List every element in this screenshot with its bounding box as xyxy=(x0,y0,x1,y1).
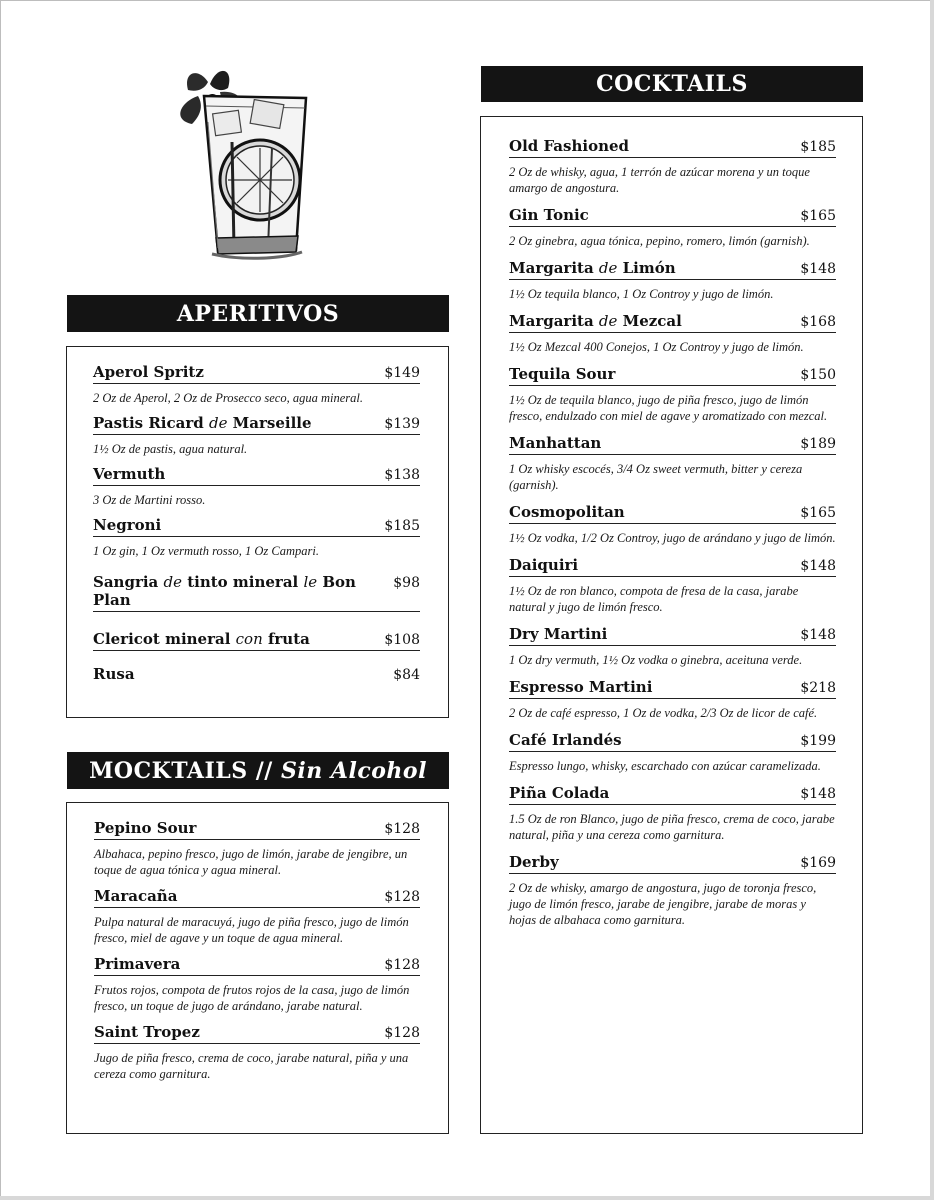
item-price: $128 xyxy=(384,821,420,837)
item-price: $128 xyxy=(384,889,420,905)
item-description: 2 Oz de café espresso, 1 Oz de vodka, 2/3 Oz de licor de café. xyxy=(509,706,818,720)
item-header xyxy=(509,556,836,577)
item-price: $148 xyxy=(800,558,836,574)
item-name: Negroni xyxy=(93,516,162,534)
item-header xyxy=(93,414,420,435)
item-header xyxy=(509,137,836,158)
item-name: Cosmopolitan xyxy=(509,503,625,521)
item-description: 2 Oz de whisky, agua, 1 terrón de azúcar morena y un toque amargo de angostura. xyxy=(509,165,810,195)
menu-item xyxy=(93,630,420,651)
page-shadow-bottom xyxy=(0,1196,934,1200)
item-price: $185 xyxy=(384,518,420,534)
menu-item xyxy=(509,853,836,928)
item-name: Espresso Martini xyxy=(509,678,653,696)
item-name: Derby xyxy=(509,853,559,871)
item-price: $185 xyxy=(800,139,836,155)
item-name: Primavera xyxy=(94,955,181,973)
menu-item xyxy=(509,556,836,615)
item-description: 1 Oz dry vermuth, 1½ Oz vodka o ginebra, aceituna verde. xyxy=(509,653,803,667)
item-name: Rusa xyxy=(93,665,135,683)
item-description: 2 Oz ginebra, agua tónica, pepino, romero, limón (garnish). xyxy=(509,234,810,248)
item-price: $138 xyxy=(384,467,420,483)
menu-item xyxy=(509,503,836,546)
item-name: Margarita de Mezcal xyxy=(509,312,682,330)
item-name: Clericot mineral con fruta xyxy=(93,630,310,648)
item-price: $128 xyxy=(384,957,420,973)
item-header xyxy=(509,259,836,280)
item-header xyxy=(94,819,420,840)
menu-item xyxy=(509,365,836,424)
item-header xyxy=(509,853,836,874)
menu-item xyxy=(509,625,836,668)
menu-item xyxy=(509,434,836,493)
item-price: $165 xyxy=(800,208,836,224)
cocktails-banner xyxy=(481,66,863,102)
item-header xyxy=(93,665,420,685)
aperitivos-banner xyxy=(67,295,449,332)
menu-item xyxy=(93,573,420,612)
item-name: Dry Martini xyxy=(509,625,608,643)
item-header xyxy=(93,573,420,612)
item-header xyxy=(509,731,836,752)
item-name: Pepino Sour xyxy=(94,819,197,837)
item-price: $148 xyxy=(800,786,836,802)
menu-item xyxy=(509,678,836,721)
cocktails-box xyxy=(480,116,863,1134)
page-shadow-right xyxy=(930,0,934,1200)
item-description: Albahaca, pepino fresco, jugo de limón, jarabe de jengibre, un toque de agua tónica y agua mineral. xyxy=(94,847,408,877)
item-description: 1½ Oz de pastis, agua natural. xyxy=(93,442,248,456)
item-description: Frutos rojos, compota de frutos rojos de la casa, jugo de limón fresco, un toque de jugo de arándano, jarabe natural. xyxy=(94,983,410,1013)
item-name: Old Fashioned xyxy=(509,137,630,155)
item-name: Café Irlandés xyxy=(509,731,622,749)
item-price: $84 xyxy=(393,667,420,683)
menu-item xyxy=(509,731,836,774)
item-name: Aperol Spritz xyxy=(93,363,204,381)
cocktails-title: COCKTAILS xyxy=(596,71,748,97)
item-name: Daiquiri xyxy=(509,556,579,574)
menu-item xyxy=(94,819,420,878)
menu-item xyxy=(93,414,420,457)
item-name: Sangria de tinto mineral le Bon Plan xyxy=(93,573,356,609)
item-name: Piña Colada xyxy=(509,784,610,802)
item-price: $169 xyxy=(800,855,836,871)
item-price: $98 xyxy=(393,575,420,591)
item-header xyxy=(509,784,836,805)
item-price: $148 xyxy=(800,261,836,277)
item-header xyxy=(509,206,836,227)
menu-item xyxy=(509,206,836,249)
aperitivos-title: APERITIVOS xyxy=(176,300,340,327)
item-header xyxy=(509,503,836,524)
cocktail-glass-with-mint-and-lime-icon xyxy=(168,62,318,262)
item-header xyxy=(509,434,836,455)
item-description: 1½ Oz Mezcal 400 Conejos, 1 Oz Controy y jugo de limón. xyxy=(509,340,804,354)
item-header xyxy=(94,1023,420,1044)
item-name: Vermuth xyxy=(93,465,166,483)
item-description: 1½ Oz vodka, 1/2 Oz Controy, jugo de arándano y jugo de limón. xyxy=(509,531,836,545)
menu-item xyxy=(93,363,420,406)
item-name: Maracaña xyxy=(94,887,178,905)
item-header xyxy=(509,678,836,699)
item-header xyxy=(509,365,836,386)
item-name: Tequila Sour xyxy=(509,365,616,383)
item-price: $165 xyxy=(800,505,836,521)
menu-item xyxy=(93,665,420,685)
item-description: 1½ Oz de ron blanco, compota de fresa de la casa, jarabe natural y jugo de limón fresco. xyxy=(509,584,799,614)
item-header xyxy=(509,625,836,646)
item-name: Margarita de Limón xyxy=(509,259,676,277)
mocktails-banner xyxy=(67,752,449,789)
item-price: $189 xyxy=(800,436,836,452)
item-price: $108 xyxy=(384,632,420,648)
item-price: $128 xyxy=(384,1025,420,1041)
item-description: 1 Oz gin, 1 Oz vermuth rosso, 1 Oz Campari. xyxy=(93,544,319,558)
item-description: 1.5 Oz de ron Blanco, jugo de piña fresco, crema de coco, jarabe natural, piña y una cereza como garnitura. xyxy=(509,812,835,842)
item-description: 1 Oz whisky escocés, 3/4 Oz sweet vermuth, bitter y cereza (garnish). xyxy=(509,462,803,492)
item-name: Saint Tropez xyxy=(94,1023,200,1041)
item-header xyxy=(94,955,420,976)
item-header xyxy=(93,465,420,486)
item-price: $148 xyxy=(800,627,836,643)
item-header xyxy=(93,363,420,384)
item-description: Jugo de piña fresco, crema de coco, jarabe natural, piña y una cereza como garnitura. xyxy=(94,1051,409,1081)
item-header xyxy=(94,887,420,908)
item-price: $149 xyxy=(384,365,420,381)
item-description: 2 Oz de whisky, amargo de angostura, jugo de toronja fresco, jugo de limón fresco, jarabe de jengibre, jarabe de moras y hojas de albahaca como garnitura. xyxy=(509,881,817,927)
item-description: 2 Oz de Aperol, 2 Oz de Prosecco seco, agua mineral. xyxy=(93,391,363,405)
mocktails-title: MOCKTAILS // Sin Alcohol xyxy=(89,757,427,784)
menu-item xyxy=(93,465,420,508)
item-description: Pulpa natural de maracuyá, jugo de piña fresco, jugo de limón fresco, miel de agave y un toque de agua mineral. xyxy=(94,915,409,945)
menu-item xyxy=(509,137,836,196)
item-header xyxy=(509,312,836,333)
item-price: $139 xyxy=(384,416,420,432)
item-name: Gin Tonic xyxy=(509,206,589,224)
menu-item xyxy=(509,312,836,355)
item-description: 3 Oz de Martini rosso. xyxy=(93,493,206,507)
menu-item xyxy=(94,955,420,1014)
item-description: Espresso lungo, whisky, escarchado con azúcar caramelizada. xyxy=(509,759,821,773)
menu-item xyxy=(93,516,420,559)
mocktails-box xyxy=(66,802,449,1134)
menu-item xyxy=(94,887,420,946)
item-price: $199 xyxy=(800,733,836,749)
menu-item xyxy=(509,784,836,843)
item-name: Pastis Ricard de Marseille xyxy=(93,414,312,432)
item-price: $218 xyxy=(800,680,836,696)
menu-item xyxy=(94,1023,420,1082)
menu-item xyxy=(509,259,836,302)
item-description: 1½ Oz de tequila blanco, jugo de piña fresco, jugo de limón fresco, endulzado con miel de agave y aromatizado con mezcal. xyxy=(509,393,828,423)
item-price: $168 xyxy=(800,314,836,330)
item-price: $150 xyxy=(800,367,836,383)
item-header xyxy=(93,516,420,537)
aperitivos-box xyxy=(66,346,449,718)
item-name: Manhattan xyxy=(509,434,602,452)
item-header xyxy=(93,630,420,651)
item-description: 1½ Oz tequila blanco, 1 Oz Controy y jugo de limón. xyxy=(509,287,774,301)
